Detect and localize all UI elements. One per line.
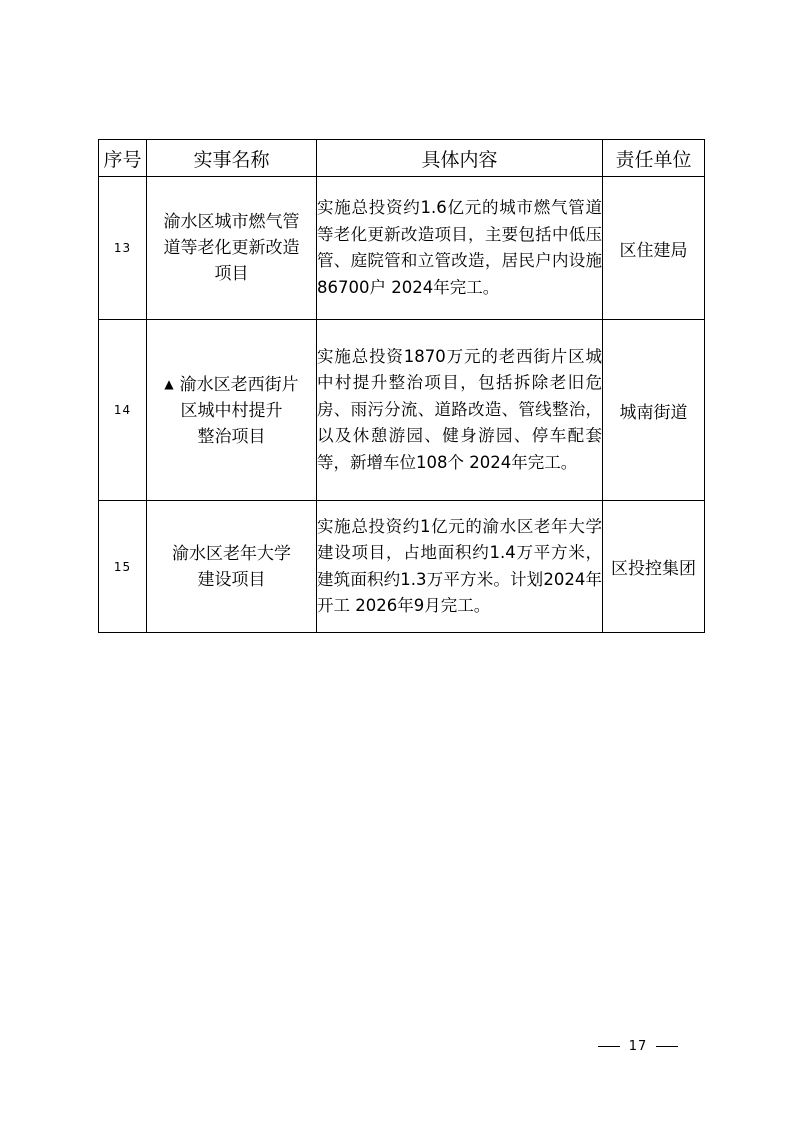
row-name-line [147,371,316,398]
row-name-line-text: 渝水区老西街片 [179,374,299,395]
row-content: 实施总投资约1亿元的渝水区老年大学建设项目，占地面积约1.4万平方米，建筑面积约1.3万平方米。计划2024年开工 2026年9月完工。 [317,501,603,633]
row-seq: 14 [99,320,147,501]
page-number-dash-right [656,1046,678,1047]
row-unit: 区投控集团 [603,501,705,633]
row-name [147,501,317,633]
table-row [99,320,705,501]
row-unit: 城南街道 [603,320,705,501]
row-seq: 13 [99,177,147,320]
row-name [147,320,317,501]
page-number-dash-left [598,1046,620,1047]
row-name-line: 道等老化更新改造 [163,238,300,258]
row-content: 实施总投资1870万元的老西街片区城中村提升整治项目，包括拆除老旧危房、雨污分流、道路改造、管线整治，以及休憩游园、健身游园、停车配套等，新增车位108个 2024年完工。 [317,320,603,501]
row-name-line: 建设项目 [197,569,266,590]
table-header-row [99,140,705,177]
row-unit: 区住建局 [603,177,705,320]
row-name-line: 渝水区老年大学 [172,543,291,564]
header-unit: 责任单位 [603,140,705,177]
row-name-line: 整治项目 [197,426,266,447]
page-number [598,1036,678,1056]
row-seq: 15 [99,501,147,633]
row-name-line: 区城中村提升 [180,400,283,421]
header-seq: 序号 [99,140,147,177]
table-row [99,501,705,633]
header-name: 实事名称 [147,140,317,177]
row-content: 实施总投资约1.6亿元的城市燃气管道等老化更新改造项目，主要包括中低压管、庭院管和立管改造，居民户内设施86700户 2024年完工。 [317,177,603,320]
row-name-line: 项目 [214,264,249,284]
table-row [99,177,705,320]
header-content: 具体内容 [317,140,603,177]
row-name [147,177,317,320]
page-number-text: 17 [628,1038,648,1054]
triangle-marker-icon: ▲ [164,376,174,391]
row-name-line: 渝水区城市燃气管 [163,212,300,232]
projects-table [98,139,705,633]
